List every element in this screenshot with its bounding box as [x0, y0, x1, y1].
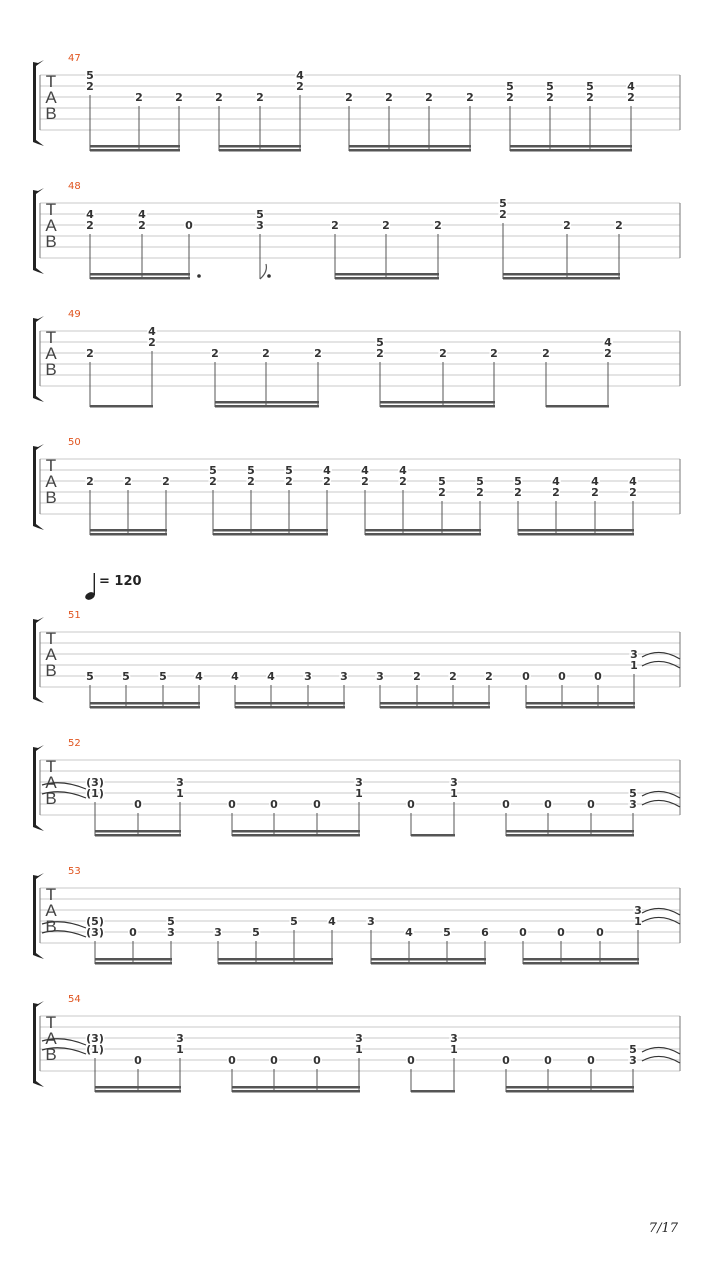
fret-number: 3 [629, 798, 637, 811]
fret-number: 5 [86, 69, 94, 82]
fret-number: 0 [587, 1054, 595, 1067]
fret-number: 0 [502, 798, 510, 811]
system-bracket [33, 1001, 44, 1087]
fret-number: 2 [629, 486, 637, 499]
fret-number: 2 [604, 347, 612, 360]
rhythm-dot [267, 274, 271, 278]
beam [371, 962, 486, 965]
fret-number: 3 [340, 670, 348, 683]
fret-number: (5) [86, 915, 104, 928]
tie-arc [642, 652, 680, 659]
fret-number: 3 [355, 776, 363, 789]
tab-clef-letter: A [45, 344, 57, 363]
tab-clef-letter: B [45, 104, 57, 123]
fret-number: 6 [481, 926, 489, 939]
fret-number: 2 [490, 347, 498, 360]
tab-clef-letter: T [45, 72, 57, 91]
measure-number: 51 [68, 610, 81, 621]
fret-number: 2 [162, 475, 170, 488]
tab-system [33, 309, 680, 408]
fret-number: 0 [313, 1054, 321, 1067]
fret-number: 5 [256, 208, 264, 221]
fret-number: 3 [355, 1032, 363, 1045]
tempo-text: = 120 [99, 574, 142, 589]
beam [510, 149, 632, 152]
tab-clef-letter: T [45, 328, 57, 347]
beam [95, 962, 172, 965]
fret-number: 2 [211, 347, 219, 360]
fret-number: 1 [450, 787, 458, 800]
fret-number: 0 [544, 1054, 552, 1067]
fret-number: 2 [124, 475, 132, 488]
beam [218, 958, 333, 961]
tab-system [33, 53, 680, 152]
fret-number: (3) [86, 926, 104, 939]
fret-number: 0 [596, 926, 604, 939]
tab-clef-letter: B [45, 232, 57, 251]
fret-number: 2 [485, 670, 493, 683]
fret-number: 1 [355, 787, 363, 800]
beam [335, 273, 439, 276]
tab-clef-letter: B [45, 917, 57, 936]
beam [219, 149, 301, 152]
tab-clef-letter: A [45, 645, 57, 664]
beam [411, 834, 455, 837]
beam [380, 405, 495, 408]
beam [506, 1090, 634, 1093]
beam [215, 405, 319, 408]
fret-number: 4 [405, 926, 413, 939]
fret-number: 2 [209, 475, 217, 488]
tab-clef-letter: T [45, 629, 57, 648]
tab-clef-letter: T [45, 1013, 57, 1032]
beam [232, 1086, 360, 1089]
fret-number: 2 [86, 475, 94, 488]
fret-number: 5 [499, 197, 507, 210]
fret-number: 1 [634, 915, 642, 928]
tab-clef-letter: A [45, 901, 57, 920]
half-note-icon [84, 572, 100, 602]
fret-number: 5 [86, 670, 94, 683]
fret-number: 4 [604, 336, 612, 349]
beam [506, 834, 634, 837]
fret-number: 2 [135, 91, 143, 104]
beam [90, 706, 200, 709]
fret-number: 2 [627, 91, 635, 104]
fret-number: 2 [413, 670, 421, 683]
fret-number: 0 [544, 798, 552, 811]
fret-number: 4 [231, 670, 239, 683]
fret-number: 2 [499, 208, 507, 221]
beam [506, 830, 634, 833]
tab-clef-letter: T [45, 200, 57, 219]
beam [349, 149, 471, 152]
beam [503, 277, 620, 280]
fret-number: 2 [449, 670, 457, 683]
fret-number: 0 [185, 219, 193, 232]
fret-number: 5 [285, 464, 293, 477]
fret-number: 3 [630, 648, 638, 661]
beam [518, 529, 634, 532]
fret-number: 1 [355, 1043, 363, 1056]
fret-number: 5 [209, 464, 217, 477]
system-bracket [33, 444, 44, 530]
fret-number: 4 [267, 670, 275, 683]
fret-number: 2 [175, 91, 183, 104]
rhythm-dot [197, 274, 201, 278]
beam [95, 1090, 181, 1093]
fret-number: 2 [138, 219, 146, 232]
fret-number: 0 [594, 670, 602, 683]
beam [411, 1090, 455, 1093]
fret-number: 5 [122, 670, 130, 683]
tab-clef-letter: T [45, 757, 57, 776]
fret-number: 0 [134, 1054, 142, 1067]
fret-number: 4 [86, 208, 94, 221]
measure-number: 49 [68, 309, 81, 320]
system-bracket [33, 60, 44, 146]
fret-number: (1) [86, 787, 104, 800]
beam [90, 405, 153, 408]
fret-number: 0 [129, 926, 137, 939]
beam [235, 706, 345, 709]
beam [506, 1086, 634, 1089]
beam [95, 830, 181, 833]
tab-clef-letter: B [45, 360, 57, 379]
tab-clef-letter: B [45, 488, 57, 507]
fret-number: 3 [256, 219, 264, 232]
fret-number: 2 [425, 91, 433, 104]
fret-number: 0 [313, 798, 321, 811]
tie-arc [642, 908, 680, 915]
system-bracket [33, 617, 44, 703]
tab-clef-letter: B [45, 1045, 57, 1064]
fret-number: 2 [285, 475, 293, 488]
beam [380, 706, 490, 709]
fret-number: 0 [134, 798, 142, 811]
fret-number: 2 [376, 347, 384, 360]
beam [95, 1086, 181, 1089]
beam [365, 529, 481, 532]
beam [523, 958, 639, 961]
beam [95, 834, 181, 837]
fret-number: 3 [629, 1054, 637, 1067]
fret-number: (3) [86, 776, 104, 789]
beam [213, 533, 328, 536]
note-flag [260, 264, 266, 279]
fret-number: 2 [466, 91, 474, 104]
fret-number: 1 [176, 787, 184, 800]
fret-number: 4 [195, 670, 203, 683]
beam [335, 277, 439, 280]
beam [349, 145, 471, 148]
fret-number: 2 [476, 486, 484, 499]
system-bracket [33, 188, 44, 274]
beam [526, 702, 635, 705]
fret-number: 2 [546, 91, 554, 104]
fret-number: 3 [367, 915, 375, 928]
beam [213, 529, 328, 532]
fret-number: 2 [552, 486, 560, 499]
fret-number: 5 [443, 926, 451, 939]
tab-clef-letter: A [45, 472, 57, 491]
fret-number: 1 [176, 1043, 184, 1056]
fret-number: 3 [304, 670, 312, 683]
fret-number: 2 [438, 486, 446, 499]
fret-number: 5 [546, 80, 554, 93]
fret-number: 4 [627, 80, 635, 93]
fret-number: 5 [290, 915, 298, 928]
measure-number: 50 [68, 437, 81, 448]
beam [526, 706, 635, 709]
fret-number: 2 [434, 219, 442, 232]
fret-number: 4 [138, 208, 146, 221]
fret-number: 0 [558, 670, 566, 683]
tab-system [33, 610, 680, 709]
fret-number: 2 [615, 219, 623, 232]
system-bracket [33, 316, 44, 402]
fret-number: 5 [247, 464, 255, 477]
tab-system [33, 181, 680, 280]
fret-number: 5 [514, 475, 522, 488]
beam [380, 401, 495, 404]
fret-number: 3 [176, 776, 184, 789]
tab-clef-letter: A [45, 216, 57, 235]
fret-number: 4 [328, 915, 336, 928]
fret-number: 2 [542, 347, 550, 360]
beam [90, 277, 190, 280]
fret-number: 0 [228, 1054, 236, 1067]
fret-number: 3 [634, 904, 642, 917]
tab-clef-letter: B [45, 789, 57, 808]
fret-number: 5 [438, 475, 446, 488]
fret-number: 1 [450, 1043, 458, 1056]
beam [219, 145, 301, 148]
measure-number: 48 [68, 181, 81, 192]
beam [90, 702, 200, 705]
fret-number: 2 [148, 336, 156, 349]
fret-number: 4 [629, 475, 637, 488]
beam [503, 273, 620, 276]
fret-number: 4 [148, 325, 156, 338]
beam [546, 405, 609, 408]
beam [232, 830, 360, 833]
fret-number: 0 [587, 798, 595, 811]
fret-number: 5 [159, 670, 167, 683]
fret-number: 0 [557, 926, 565, 939]
fret-number: 2 [323, 475, 331, 488]
fret-number: 4 [361, 464, 369, 477]
fret-number: 2 [256, 91, 264, 104]
beam [232, 834, 360, 837]
beam [365, 533, 481, 536]
beam [90, 149, 180, 152]
beam [95, 958, 172, 961]
fret-number: 5 [376, 336, 384, 349]
beam [510, 145, 632, 148]
beam [518, 533, 634, 536]
beam [90, 533, 167, 536]
tab-system [33, 738, 680, 837]
beam [235, 702, 345, 705]
fret-number: 2 [86, 219, 94, 232]
fret-number: 2 [215, 91, 223, 104]
fret-number: 4 [323, 464, 331, 477]
beam [218, 962, 333, 965]
fret-number: 2 [314, 347, 322, 360]
fret-number: 4 [591, 475, 599, 488]
tab-clef-letter: T [45, 885, 57, 904]
measure-number: 52 [68, 738, 81, 749]
fret-number: 3 [176, 1032, 184, 1045]
tie-arc [642, 1047, 680, 1054]
fret-number: 3 [450, 776, 458, 789]
beam [371, 958, 486, 961]
fret-number: 5 [586, 80, 594, 93]
fret-number: 4 [399, 464, 407, 477]
beam [90, 529, 167, 532]
fret-number: (1) [86, 1043, 104, 1056]
page-number: 7/17 [648, 1221, 678, 1236]
measure-number: 53 [68, 866, 81, 877]
fret-number: 0 [407, 798, 415, 811]
fret-number: 2 [385, 91, 393, 104]
tab-clef-letter: B [45, 661, 57, 680]
beam [90, 273, 190, 276]
fret-number: 2 [86, 80, 94, 93]
fret-number: 2 [399, 475, 407, 488]
fret-number: 2 [506, 91, 514, 104]
fret-number: 0 [519, 926, 527, 939]
tab-system [33, 866, 680, 965]
fret-number: 2 [345, 91, 353, 104]
fret-number: (3) [86, 1032, 104, 1045]
tab-clef-letter: A [45, 88, 57, 107]
fret-number: 3 [450, 1032, 458, 1045]
fret-number: 2 [382, 219, 390, 232]
fret-number: 0 [522, 670, 530, 683]
tab-clef-letter: T [45, 456, 57, 475]
system-bracket [33, 873, 44, 959]
fret-number: 2 [591, 486, 599, 499]
fret-number: 2 [331, 219, 339, 232]
tab-system [33, 994, 680, 1093]
system-bracket [33, 745, 44, 831]
measure-number: 47 [68, 53, 81, 64]
fret-number: 0 [407, 1054, 415, 1067]
fret-number: 4 [296, 69, 304, 82]
fret-number: 2 [439, 347, 447, 360]
tab-system [33, 437, 680, 536]
fret-number: 5 [167, 915, 175, 928]
beam [380, 702, 490, 705]
fret-number: 5 [506, 80, 514, 93]
fret-number: 2 [514, 486, 522, 499]
beam [232, 1090, 360, 1093]
fret-number: 3 [376, 670, 384, 683]
fret-number: 4 [552, 475, 560, 488]
fret-number: 2 [361, 475, 369, 488]
fret-number: 3 [167, 926, 175, 939]
tab-clef-letter: A [45, 773, 57, 792]
fret-number: 5 [629, 787, 637, 800]
tie-arc [642, 791, 680, 798]
fret-number: 5 [629, 1043, 637, 1056]
measure-number: 54 [68, 994, 81, 1005]
fret-number: 0 [270, 798, 278, 811]
fret-number: 2 [247, 475, 255, 488]
fret-number: 5 [252, 926, 260, 939]
fret-number: 3 [214, 926, 222, 939]
fret-number: 2 [296, 80, 304, 93]
fret-number: 2 [586, 91, 594, 104]
fret-number: 1 [630, 659, 638, 672]
fret-number: 2 [262, 347, 270, 360]
fret-number: 0 [270, 1054, 278, 1067]
fret-number: 2 [86, 347, 94, 360]
beam [90, 145, 180, 148]
fret-number: 0 [502, 1054, 510, 1067]
beam [523, 962, 639, 965]
fret-number: 0 [228, 798, 236, 811]
tab-clef-letter: A [45, 1029, 57, 1048]
fret-number: 5 [476, 475, 484, 488]
fret-number: 2 [563, 219, 571, 232]
beam [215, 401, 319, 404]
